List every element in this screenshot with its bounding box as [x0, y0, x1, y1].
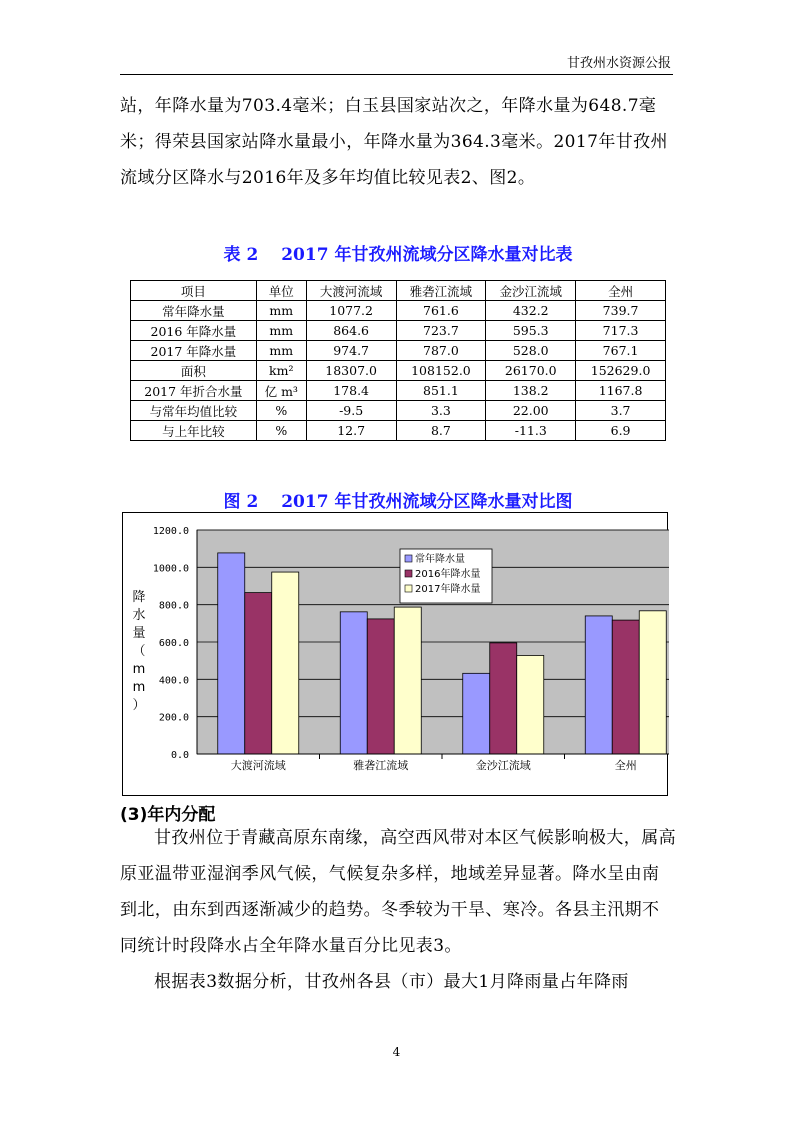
table-cell: 974.7 — [306, 341, 396, 361]
table-cell: 138.2 — [486, 381, 576, 401]
x-tick-label: 大渡河流域 — [230, 759, 286, 772]
table-header-cell: 雅砻江流域 — [396, 281, 486, 301]
bar — [490, 643, 517, 754]
legend-label: 2017年降水量 — [415, 584, 481, 595]
table-row — [131, 381, 666, 401]
y-tick-label: 200.0 — [158, 712, 189, 724]
bar — [367, 619, 394, 754]
paragraph-3: 根据表3数据分析，甘孜州各县（市）最大1月降雨量占年降雨 — [154, 972, 629, 992]
table-cell: 432.2 — [486, 301, 576, 321]
section-heading: (3)年内分配 — [120, 805, 216, 825]
table-row — [131, 301, 666, 321]
bar — [218, 553, 245, 754]
bar-chart — [123, 513, 669, 797]
table-cell: 787.0 — [396, 341, 486, 361]
y-axis-label-char: 量 — [132, 626, 146, 641]
table-cell: 178.4 — [306, 381, 396, 401]
y-axis-label-char: m — [132, 680, 146, 695]
table-2-caption: 表 2 2017 年甘孜州流域分区降水量对比表 — [223, 245, 573, 265]
table-cell: % — [256, 401, 306, 421]
legend-swatch — [405, 555, 412, 562]
bar — [394, 607, 421, 754]
table-row — [131, 321, 666, 341]
table-cell: 6.9 — [576, 421, 666, 441]
x-tick-label: 雅砻江流域 — [353, 759, 409, 772]
table-cell: -11.3 — [486, 421, 576, 441]
table-cell: 与上年比较 — [131, 421, 257, 441]
y-tick-label: 1000.0 — [152, 563, 189, 575]
table-cell: 2017 年折合水量 — [131, 381, 257, 401]
table-cell: 亿 m³ — [256, 381, 306, 401]
table-cell: 3.3 — [396, 401, 486, 421]
table-cell: -9.5 — [306, 401, 396, 421]
bar — [517, 655, 544, 754]
table-cell: mm — [256, 301, 306, 321]
y-axis-label-char: m — [132, 662, 146, 677]
chart-frame — [122, 512, 668, 796]
y-tick-label: 600.0 — [158, 638, 189, 649]
table-header-cell: 金沙江流域 — [486, 281, 576, 301]
y-axis-label-char: 降 — [132, 590, 146, 605]
table-cell: mm — [256, 321, 306, 341]
y-axis-label-char: （ — [132, 644, 146, 659]
table-header-cell: 单位 — [256, 281, 306, 301]
table-cell: 767.1 — [576, 341, 666, 361]
table-cell: 739.7 — [576, 301, 666, 321]
table-header-cell: 项目 — [131, 281, 257, 301]
table-cell: 528.0 — [486, 341, 576, 361]
paragraph-1: 站，年降水量为703.4毫米；白玉县国家站次之，年降水量为648.7毫米；得荣县国家站降水量最小，年降水量为364.3毫米。2017年甘孜州流域分区降水与2016年及多年均值比较见表2、图2。 — [120, 96, 668, 188]
table-cell: 851.1 — [396, 381, 486, 401]
table-cell: 12.7 — [306, 421, 396, 441]
x-tick-label: 全州 — [614, 759, 637, 772]
header-title: 甘孜州水资源公报 — [566, 56, 671, 71]
table-row — [131, 421, 666, 441]
table-cell: 1077.2 — [306, 301, 396, 321]
table-row — [131, 401, 666, 421]
bar — [612, 620, 639, 754]
y-tick-label: 800.0 — [158, 600, 189, 612]
table-cell: 2017 年降水量 — [131, 341, 257, 361]
header-divider — [120, 74, 673, 75]
table-cell: 3.7 — [576, 401, 666, 421]
table-cell: 864.6 — [306, 321, 396, 341]
y-axis-label-char: 水 — [132, 608, 146, 623]
table-cell: 152629.0 — [576, 361, 666, 381]
table-2 — [130, 280, 666, 441]
table-cell: 与常年均值比较 — [131, 401, 257, 421]
table-cell: 常年降水量 — [131, 301, 257, 321]
bar — [639, 611, 666, 754]
table-cell: mm — [256, 341, 306, 361]
page-number: 4 — [392, 1045, 401, 1059]
bar — [585, 616, 612, 754]
legend-label: 常年降水量 — [415, 554, 465, 565]
table-header-row — [131, 281, 666, 301]
table-cell: 8.7 — [396, 421, 486, 441]
figure-2-caption: 图 2 2017 年甘孜州流域分区降水量对比图 — [223, 492, 573, 512]
y-tick-label: 0.0 — [170, 750, 189, 761]
table-row — [131, 341, 666, 361]
bar — [463, 673, 490, 754]
table-cell: 108152.0 — [396, 361, 486, 381]
table-row — [131, 361, 666, 381]
bar — [340, 612, 367, 754]
table-cell: 18307.0 — [306, 361, 396, 381]
bar — [245, 593, 272, 754]
table-cell: 761.6 — [396, 301, 486, 321]
y-tick-label: 1200.0 — [152, 526, 189, 537]
table-cell: % — [256, 421, 306, 441]
legend-swatch — [405, 585, 412, 592]
legend-label: 2016年降水量 — [415, 569, 481, 580]
table-header-cell: 全州 — [576, 281, 666, 301]
table-header-cell: 大渡河流域 — [306, 281, 396, 301]
table-cell: 723.7 — [396, 321, 486, 341]
table-cell: 717.3 — [576, 321, 666, 341]
legend-swatch — [405, 570, 412, 577]
table-cell: 595.3 — [486, 321, 576, 341]
table-cell: km² — [256, 361, 306, 381]
table-cell: 2016 年降水量 — [131, 321, 257, 341]
table-cell: 1167.8 — [576, 381, 666, 401]
bar — [272, 572, 299, 754]
table-cell: 面积 — [131, 361, 257, 381]
y-axis-label-char: ） — [132, 698, 146, 713]
table-cell: 22.00 — [486, 401, 576, 421]
x-tick-label: 金沙江流域 — [475, 759, 531, 772]
y-tick-label: 400.0 — [158, 675, 189, 687]
table-cell: 26170.0 — [486, 361, 576, 381]
paragraph-2: 甘孜州位于青藏高原东南缘，高空西风带对本区气候影响极大，属高原亚温带亚湿润季风气候，气候复杂多样，地域差异显著。降水呈由南到北，由东到西逐渐减少的趋势。冬季较为干旱、寒冷。各县主汛期不同统计时段降水占全年降水量百分比见表3。 — [120, 828, 676, 956]
